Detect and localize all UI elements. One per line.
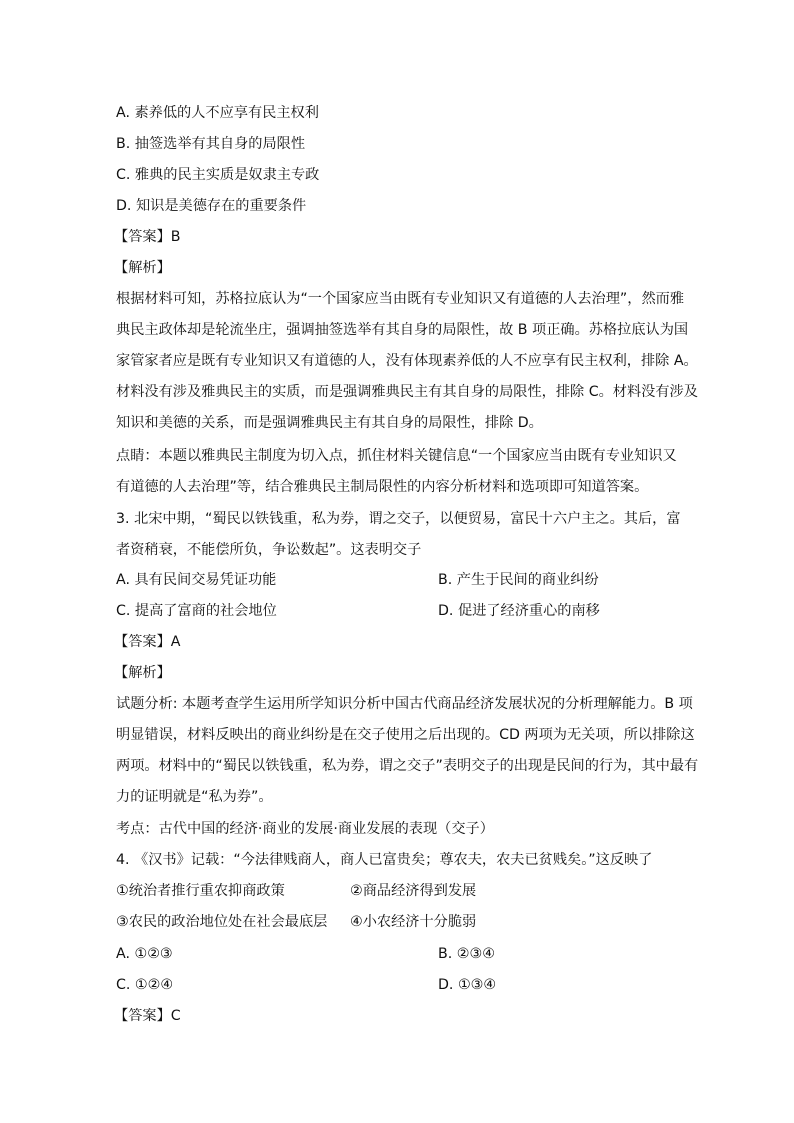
q4-option-c: C. ①②④	[116, 977, 174, 993]
q4-item-3: ③农民的政治地位处在社会最底层	[116, 914, 328, 930]
q3-analysis-line: 力的证明就是“私为券”。	[116, 789, 273, 805]
q3-option-a: A. 具有民间交易凭证功能	[116, 572, 277, 588]
q2-answer: 【答案】B	[114, 229, 181, 245]
q2-analysis-line: 家管家者应是既有专业知识又有道德的人，没有体现素养低的人不应享有民主权利，排除 A。	[116, 353, 698, 369]
q2-option-c: C. 雅典的民主实质是奴隶主专政	[116, 167, 320, 183]
q2-analysis-line: 典民主政体却是轮流坐庄，强调抽签选举有其自身的局限性，故 B 项正确。苏格拉底认为国	[116, 322, 689, 338]
q2-option-d: D. 知识是美德存在的重要条件	[116, 198, 307, 214]
q3-kaodian: 考点：古代中国的经济·商业的发展·商业发展的表现（交子）	[116, 821, 494, 837]
q3-analysis-heading: 【解析】	[114, 665, 171, 681]
q3-analysis-line: 试题分析: 本题考查学生运用所学知识分析中国古代商品经济发展状况的分析理解能力。B 项	[116, 696, 693, 712]
q2-comment-line: 有道德的人去治理”等，结合雅典民主制局限性的内容分析材料和选项即可知道答案。	[116, 479, 649, 495]
q2-comment-line: 点睛：本题以雅典民主制度为切入点，抓住材料关键信息“一个国家应当由既有专业知识又	[116, 448, 677, 464]
q3-option-d: D. 促进了经济重心的南移	[438, 603, 600, 619]
q4-answer: 【答案】C	[114, 1008, 181, 1024]
q4-item-2: ②商品经济得到发展	[350, 883, 477, 899]
q3-analysis-line: 两项。材料中的“蜀民以铁钱重，私为券，谓之交子”表明交子的出现是民间的行为，其中最有	[116, 758, 699, 774]
q4-option-d: D. ①③④	[438, 977, 497, 993]
q2-analysis-line: 根据材料可知，苏格拉底认为“一个国家应当由既有专业知识又有道德的人去治理”，然而雅	[116, 291, 685, 307]
q4-item-4: ④小农经济十分脆弱	[350, 914, 477, 930]
q2-analysis-line: 材料没有涉及雅典民主的实质，而是强调雅典民主有其自身的局限性，排除 C。材料没有涉及	[116, 384, 698, 400]
q4-item-1: ①统治者推行重农抑商政策	[116, 883, 285, 899]
q4-option-b: B. ②③④	[438, 946, 495, 962]
q3-analysis-line: 明显错误，材料反映出的商业纠纷是在交子使用之后出现的。CD 两项为无关项，所以排除这	[116, 727, 695, 743]
q4-option-a: A. ①②③	[116, 946, 173, 962]
q3-answer: 【答案】A	[114, 634, 181, 650]
q3-option-c: C. 提高了富商的社会地位	[116, 603, 277, 619]
q2-analysis-heading: 【解析】	[114, 260, 171, 276]
q3-option-b: B. 产生于民间的商业纠纷	[438, 572, 599, 588]
q2-analysis-line: 知识和美德的关系，而是强调雅典民主有其自身的局限性，排除 D。	[116, 415, 543, 431]
q2-option-b: B. 抽签选举有其自身的局限性	[116, 136, 306, 152]
q3-stem-line: 者资稍衰，不能偿所负，争讼数起”。这表明交子	[116, 542, 422, 558]
q4-stem: 4. 《汉书》记载：“今法律贱商人，商人已富贵矣；尊农夫，农夫已贫贱矣。”这反映了	[116, 852, 653, 868]
q2-option-a: A. 素养低的人不应享有民主权利	[116, 105, 319, 121]
q3-stem-line: 3. 北宋中期，“蜀民以铁钱重，私为券，谓之交子，以便贸易，富民十六户主之。其后，富	[116, 511, 681, 527]
